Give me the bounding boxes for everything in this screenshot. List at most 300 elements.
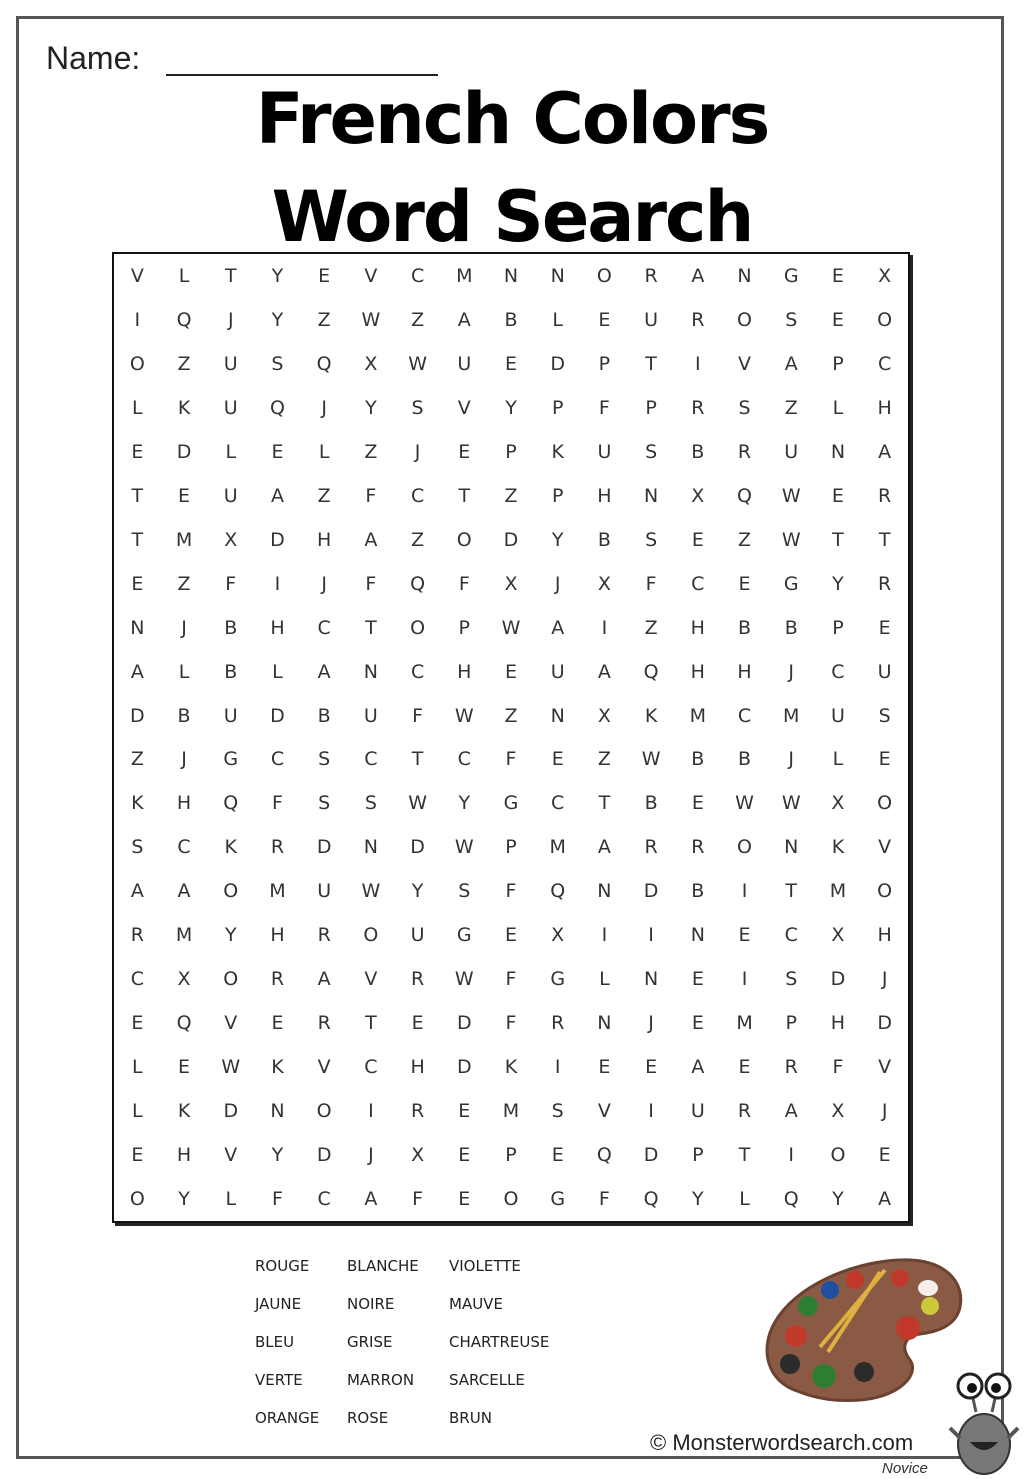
grid-letter[interactable]: E [878, 1144, 891, 1167]
grid-letter[interactable]: A [364, 1188, 378, 1210]
grid-letter[interactable]: R [691, 308, 705, 331]
grid-letter[interactable]: Z [504, 484, 518, 507]
grid-letter[interactable]: K [504, 1056, 518, 1079]
grid-letter[interactable]: R [270, 968, 285, 991]
grid-letter[interactable]: Y [832, 1188, 844, 1210]
grid-letter[interactable]: M [736, 1012, 753, 1035]
grid-letter[interactable]: X [831, 924, 845, 947]
grid-letter[interactable]: C [177, 836, 191, 859]
grid-letter[interactable]: O [363, 924, 379, 947]
grid-letter[interactable]: D [877, 1012, 892, 1035]
grid-letter[interactable]: V [878, 1056, 892, 1079]
grid-letter[interactable]: P [505, 1144, 517, 1167]
grid-letter[interactable]: N [597, 880, 612, 903]
grid-letter[interactable]: O [877, 792, 893, 815]
grid-letter[interactable]: E [411, 1012, 424, 1035]
grid-letter[interactable]: O [410, 616, 426, 639]
grid-letter[interactable]: C [130, 968, 144, 991]
grid-letter[interactable]: O [456, 528, 472, 551]
grid-letter[interactable]: V [364, 264, 378, 287]
grid-letter[interactable]: B [738, 748, 752, 771]
grid-letter[interactable]: C [410, 660, 425, 683]
grid-letter[interactable]: K [644, 704, 658, 727]
grid-letter[interactable]: J [368, 1144, 374, 1167]
grid-letter[interactable]: U [830, 704, 845, 727]
puzzle-grid[interactable] [114, 254, 908, 1221]
grid-letter[interactable]: V [317, 1056, 331, 1079]
grid-letter[interactable]: Y [271, 264, 284, 287]
grid-letter[interactable]: E [878, 616, 891, 639]
grid-letter[interactable]: H [877, 396, 892, 419]
grid-letter[interactable]: E [458, 1144, 471, 1167]
grid-letter[interactable]: V [224, 1144, 238, 1167]
grid-letter[interactable]: A [784, 352, 798, 375]
grid-letter[interactable]: U [644, 308, 659, 331]
grid-letter[interactable]: N [644, 484, 659, 507]
grid-letter[interactable]: Q [410, 572, 426, 595]
grid-letter[interactable]: B [738, 616, 752, 639]
grid-letter[interactable]: Z [317, 308, 331, 331]
grid-letter[interactable]: T [365, 1012, 377, 1035]
grid-letter[interactable]: S [131, 836, 144, 859]
grid-letter[interactable]: H [830, 1012, 846, 1035]
grid-letter[interactable]: R [644, 264, 658, 287]
grid-letter[interactable]: A [270, 484, 284, 507]
grid-letter[interactable]: N [503, 264, 519, 287]
grid-letter[interactable]: C [270, 748, 285, 771]
grid-letter[interactable]: T [411, 748, 424, 771]
grid-letter[interactable]: X [504, 572, 518, 595]
grid-letter[interactable]: J [321, 396, 327, 419]
grid-letter[interactable]: V [597, 1100, 611, 1123]
grid-letter[interactable]: N [737, 264, 752, 287]
grid-letter[interactable]: G [456, 924, 472, 947]
grid-letter[interactable]: D [130, 704, 145, 727]
grid-letter[interactable]: J [788, 748, 795, 771]
grid-letter[interactable]: D [550, 352, 566, 375]
grid-letter[interactable]: I [741, 880, 748, 903]
grid-letter[interactable]: J [414, 440, 421, 463]
grid-letter[interactable]: J [181, 616, 187, 639]
grid-letter[interactable]: A [177, 880, 191, 903]
grid-letter[interactable]: T [878, 528, 891, 551]
grid-letter[interactable]: P [551, 396, 564, 419]
grid-letter[interactable]: I [695, 352, 701, 375]
grid-letter[interactable]: E [458, 440, 471, 463]
grid-letter[interactable]: M [269, 880, 286, 903]
grid-letter[interactable]: S [878, 704, 891, 727]
grid-letter[interactable]: O [129, 352, 145, 375]
grid-letter[interactable]: M [456, 264, 473, 287]
name-input-line[interactable] [166, 74, 438, 76]
grid-letter[interactable]: Y [271, 308, 284, 331]
grid-letter[interactable]: J [881, 1100, 888, 1123]
grid-letter[interactable]: N [270, 1100, 285, 1123]
grid-letter[interactable]: K [224, 836, 237, 859]
grid-letter[interactable]: A [597, 660, 611, 683]
grid-letter[interactable]: H [457, 660, 472, 683]
grid-letter[interactable]: Q [783, 1188, 799, 1210]
grid-letter[interactable]: Y [832, 572, 844, 595]
grid-letter[interactable]: Y [365, 396, 377, 419]
grid-letter[interactable]: O [737, 836, 752, 859]
grid-letter[interactable]: Q [550, 880, 566, 903]
grid-letter[interactable]: U [784, 440, 799, 463]
grid-letter[interactable]: R [317, 924, 331, 947]
grid-letter[interactable]: F [271, 792, 283, 815]
grid-letter[interactable]: C [457, 748, 471, 771]
grid-letter[interactable]: S [458, 880, 471, 903]
grid-letter[interactable]: B [691, 748, 705, 771]
grid-letter[interactable]: S [364, 792, 377, 815]
grid-letter[interactable]: T [645, 352, 657, 375]
grid-letter[interactable]: U [363, 704, 378, 727]
grid-letter[interactable]: S [551, 1100, 564, 1123]
grid-letter[interactable]: E [178, 484, 191, 507]
grid-letter[interactable]: J [554, 572, 561, 595]
grid-letter[interactable]: W [641, 748, 661, 771]
grid-letter[interactable]: P [692, 1144, 704, 1167]
grid-letter[interactable]: M [175, 528, 193, 551]
grid-letter[interactable]: E [645, 1056, 658, 1079]
grid-letter[interactable]: V [878, 836, 892, 859]
grid-letter[interactable]: U [550, 660, 565, 683]
grid-letter[interactable]: W [361, 880, 381, 903]
grid-letter[interactable]: J [181, 748, 187, 771]
grid-letter[interactable]: L [225, 440, 237, 463]
grid-letter[interactable]: Y [411, 880, 424, 903]
grid-letter[interactable]: M [549, 836, 566, 859]
grid-letter[interactable]: Y [505, 396, 517, 419]
grid-letter[interactable]: Z [644, 616, 658, 639]
grid-letter[interactable]: W [454, 968, 474, 991]
grid-letter[interactable]: W [408, 352, 427, 375]
grid-letter[interactable]: N [830, 440, 846, 463]
grid-letter[interactable]: E [598, 308, 611, 331]
grid-letter[interactable]: S [645, 440, 658, 463]
grid-letter[interactable]: L [272, 660, 283, 683]
grid-letter[interactable]: W [781, 528, 801, 551]
grid-letter[interactable]: R [130, 924, 144, 947]
grid-letter[interactable]: Y [224, 924, 237, 947]
grid-letter[interactable]: L [178, 264, 190, 287]
grid-letter[interactable]: L [132, 1056, 143, 1079]
grid-letter[interactable]: Y [178, 1188, 190, 1210]
grid-letter[interactable]: E [131, 572, 144, 595]
grid-letter[interactable]: S [411, 396, 424, 419]
grid-letter[interactable]: G [503, 792, 519, 815]
grid-letter[interactable]: F [505, 968, 517, 991]
grid-letter[interactable]: R [410, 968, 425, 991]
grid-letter[interactable]: A [130, 660, 144, 683]
grid-letter[interactable]: Q [596, 1144, 612, 1167]
grid-letter[interactable]: B [177, 704, 191, 727]
grid-letter[interactable]: E [318, 264, 331, 287]
grid-letter[interactable]: D [456, 1012, 472, 1035]
grid-letter[interactable]: I [274, 572, 281, 595]
grid-letter[interactable]: N [550, 264, 565, 287]
grid-letter[interactable]: X [691, 484, 705, 507]
grid-letter[interactable]: C [691, 572, 705, 595]
grid-letter[interactable]: C [317, 616, 331, 639]
grid-letter[interactable]: Q [269, 396, 285, 419]
grid-letter[interactable]: Y [692, 1188, 704, 1210]
grid-letter[interactable]: E [271, 440, 284, 463]
grid-letter[interactable]: S [738, 396, 751, 419]
grid-letter[interactable]: G [783, 264, 799, 287]
grid-letter[interactable]: R [691, 836, 705, 859]
grid-letter[interactable]: T [832, 528, 844, 551]
grid-letter[interactable]: D [410, 836, 425, 859]
grid-letter[interactable]: R [737, 1100, 752, 1123]
grid-letter[interactable]: B [784, 616, 798, 639]
grid-letter[interactable]: R [737, 440, 752, 463]
grid-letter[interactable]: C [364, 748, 378, 771]
grid-letter[interactable]: S [318, 748, 331, 771]
grid-letter[interactable]: M [175, 924, 193, 947]
grid-letter[interactable]: I [554, 1056, 561, 1079]
grid-letter[interactable]: E [691, 528, 704, 551]
grid-letter[interactable]: L [832, 396, 844, 419]
grid-letter[interactable]: X [831, 792, 845, 815]
grid-letter[interactable]: X [224, 528, 238, 551]
grid-letter[interactable]: X [177, 968, 191, 991]
grid-letter[interactable]: A [597, 836, 611, 859]
grid-letter[interactable]: K [271, 1056, 284, 1079]
grid-letter[interactable]: E [131, 1144, 144, 1167]
grid-letter[interactable]: B [691, 440, 705, 463]
grid-letter[interactable]: J [321, 572, 327, 595]
grid-letter[interactable]: A [691, 264, 705, 287]
grid-letter[interactable]: S [785, 968, 798, 991]
grid-letter[interactable]: E [691, 968, 704, 991]
grid-letter[interactable]: L [132, 396, 143, 419]
grid-letter[interactable]: I [134, 308, 141, 331]
grid-letter[interactable]: E [504, 924, 517, 947]
grid-letter[interactable]: P [832, 352, 844, 375]
grid-letter[interactable]: E [271, 1012, 284, 1035]
grid-letter[interactable]: W [781, 792, 801, 815]
grid-letter[interactable]: Q [737, 484, 752, 507]
grid-letter[interactable]: O [830, 1144, 846, 1167]
grid-letter[interactable]: L [318, 440, 330, 463]
grid-letter[interactable]: S [271, 352, 284, 375]
grid-letter[interactable]: N [690, 924, 705, 947]
grid-letter[interactable]: P [458, 616, 471, 639]
grid-letter[interactable]: O [129, 1188, 145, 1210]
grid-letter[interactable]: O [223, 880, 239, 903]
grid-letter[interactable]: L [739, 1188, 750, 1210]
grid-letter[interactable]: Z [411, 308, 425, 331]
grid-letter[interactable]: H [317, 528, 332, 551]
grid-letter[interactable]: M [829, 880, 847, 903]
grid-letter[interactable]: O [877, 308, 893, 331]
grid-letter[interactable]: E [551, 1144, 564, 1167]
grid-letter[interactable]: A [457, 308, 471, 331]
grid-letter[interactable]: D [270, 704, 285, 727]
grid-letter[interactable]: A [878, 440, 892, 463]
grid-letter[interactable]: W [454, 836, 474, 859]
grid-letter[interactable]: E [458, 1100, 471, 1123]
grid-letter[interactable]: F [832, 1056, 844, 1079]
grid-letter[interactable]: B [224, 660, 238, 683]
grid-letter[interactable]: L [225, 1188, 237, 1210]
grid-letter[interactable]: L [599, 968, 610, 991]
grid-letter[interactable]: G [223, 748, 239, 771]
grid-letter[interactable]: U [410, 924, 425, 947]
grid-letter[interactable]: X [831, 1100, 845, 1123]
grid-letter[interactable]: F [412, 704, 424, 727]
grid-letter[interactable]: E [458, 1188, 471, 1210]
grid-letter[interactable]: H [737, 660, 752, 683]
grid-letter[interactable]: C [364, 1056, 378, 1079]
grid-letter[interactable]: R [410, 1100, 425, 1123]
grid-letter[interactable]: X [364, 352, 378, 375]
grid-letter[interactable]: W [361, 308, 381, 331]
grid-letter[interactable]: M [689, 704, 707, 727]
grid-letter[interactable]: W [501, 616, 521, 639]
grid-letter[interactable]: B [224, 616, 238, 639]
grid-letter[interactable]: Y [458, 792, 471, 815]
grid-letter[interactable]: T [785, 880, 798, 903]
grid-letter[interactable]: X [597, 704, 611, 727]
grid-letter[interactable]: O [877, 880, 893, 903]
grid-letter[interactable]: R [551, 1012, 565, 1035]
grid-letter[interactable]: Z [130, 748, 144, 771]
grid-letter[interactable]: A [551, 616, 565, 639]
grid-letter[interactable]: Z [177, 572, 191, 595]
grid-letter[interactable]: O [223, 968, 239, 991]
grid-letter[interactable]: P [505, 440, 517, 463]
grid-letter[interactable]: K [551, 440, 564, 463]
grid-letter[interactable]: T [365, 616, 377, 639]
grid-letter[interactable]: B [644, 792, 658, 815]
grid-letter[interactable]: U [223, 352, 238, 375]
grid-letter[interactable]: N [130, 616, 145, 639]
grid-letter[interactable]: C [410, 484, 425, 507]
grid-letter[interactable]: E [831, 308, 844, 331]
grid-letter[interactable]: L [552, 308, 563, 331]
grid-letter[interactable]: H [690, 660, 705, 683]
grid-letter[interactable]: W [454, 704, 474, 727]
grid-letter[interactable]: T [598, 792, 611, 815]
grid-letter[interactable]: V [364, 968, 378, 991]
grid-letter[interactable]: X [597, 572, 611, 595]
grid-letter[interactable]: E [131, 1012, 144, 1035]
grid-letter[interactable]: K [131, 792, 144, 815]
grid-letter[interactable]: X [878, 264, 892, 287]
grid-letter[interactable]: Q [176, 308, 192, 331]
grid-letter[interactable]: Z [504, 704, 518, 727]
grid-letter[interactable]: F [598, 396, 610, 419]
grid-letter[interactable]: J [227, 308, 234, 331]
grid-letter[interactable]: R [317, 1012, 331, 1035]
grid-letter[interactable]: C [878, 352, 892, 375]
grid-letter[interactable]: F [645, 572, 657, 595]
grid-letter[interactable]: D [176, 440, 192, 463]
grid-letter[interactable]: P [505, 836, 517, 859]
grid-letter[interactable]: H [877, 924, 892, 947]
grid-letter[interactable]: S [785, 308, 798, 331]
grid-letter[interactable]: C [737, 704, 752, 727]
grid-letter[interactable]: U [690, 1100, 705, 1123]
grid-letter[interactable]: J [881, 968, 888, 991]
grid-letter[interactable]: M [783, 704, 800, 727]
grid-letter[interactable]: F [365, 572, 377, 595]
grid-letter[interactable]: C [551, 792, 565, 815]
grid-letter[interactable]: E [691, 1012, 704, 1035]
grid-letter[interactable]: Q [643, 1188, 659, 1210]
grid-letter[interactable]: G [550, 1188, 566, 1210]
grid-letter[interactable]: C [784, 924, 798, 947]
grid-letter[interactable]: U [223, 396, 238, 419]
grid-letter[interactable]: P [598, 352, 611, 375]
grid-letter[interactable]: Z [317, 484, 331, 507]
grid-letter[interactable]: K [177, 396, 191, 419]
grid-letter[interactable]: E [504, 352, 517, 375]
grid-letter[interactable]: I [368, 1100, 374, 1123]
grid-letter[interactable]: F [505, 1012, 517, 1035]
grid-letter[interactable]: F [271, 1188, 283, 1210]
grid-letter[interactable]: B [691, 880, 705, 903]
grid-letter[interactable]: O [737, 308, 752, 331]
grid-letter[interactable]: R [270, 836, 285, 859]
grid-letter[interactable]: I [648, 924, 654, 947]
grid-letter[interactable]: U [877, 660, 892, 683]
grid-letter[interactable]: N [363, 836, 378, 859]
grid-letter[interactable]: G [783, 572, 799, 595]
grid-letter[interactable]: D [316, 1144, 332, 1167]
grid-letter[interactable]: Z [411, 528, 425, 551]
grid-letter[interactable]: Q [176, 1012, 192, 1035]
grid-letter[interactable]: W [408, 792, 427, 815]
grid-letter[interactable]: B [597, 528, 611, 551]
grid-letter[interactable]: G [550, 968, 566, 991]
grid-letter[interactable]: E [504, 660, 517, 683]
grid-letter[interactable]: T [224, 264, 237, 287]
grid-letter[interactable]: U [317, 880, 332, 903]
grid-letter[interactable]: U [223, 704, 238, 727]
grid-letter[interactable]: F [365, 484, 377, 507]
grid-letter[interactable]: W [735, 792, 754, 815]
grid-letter[interactable]: E [551, 748, 564, 771]
grid-letter[interactable]: F [225, 572, 237, 595]
grid-letter[interactable]: X [551, 924, 565, 947]
grid-letter[interactable]: R [691, 396, 705, 419]
grid-letter[interactable]: P [832, 616, 844, 639]
grid-letter[interactable]: H [270, 924, 285, 947]
grid-letter[interactable]: H [176, 792, 192, 815]
grid-letter[interactable]: A [784, 1100, 798, 1123]
grid-letter[interactable]: Z [784, 396, 798, 419]
grid-letter[interactable]: F [458, 572, 470, 595]
grid-letter[interactable]: I [601, 616, 608, 639]
grid-letter[interactable]: O [596, 264, 612, 287]
grid-letter[interactable]: N [550, 704, 565, 727]
grid-letter[interactable]: Y [551, 528, 564, 551]
grid-letter[interactable]: Q [316, 352, 332, 375]
grid-letter[interactable]: O [503, 1188, 519, 1210]
grid-letter[interactable]: O [316, 1100, 332, 1123]
grid-letter[interactable]: E [738, 572, 751, 595]
grid-letter[interactable]: U [223, 484, 238, 507]
grid-letter[interactable]: T [131, 484, 144, 507]
grid-letter[interactable]: T [738, 1144, 751, 1167]
grid-letter[interactable]: I [601, 924, 608, 947]
grid-letter[interactable]: Q [643, 660, 659, 683]
grid-letter[interactable]: N [644, 968, 659, 991]
grid-letter[interactable]: I [788, 1144, 795, 1167]
